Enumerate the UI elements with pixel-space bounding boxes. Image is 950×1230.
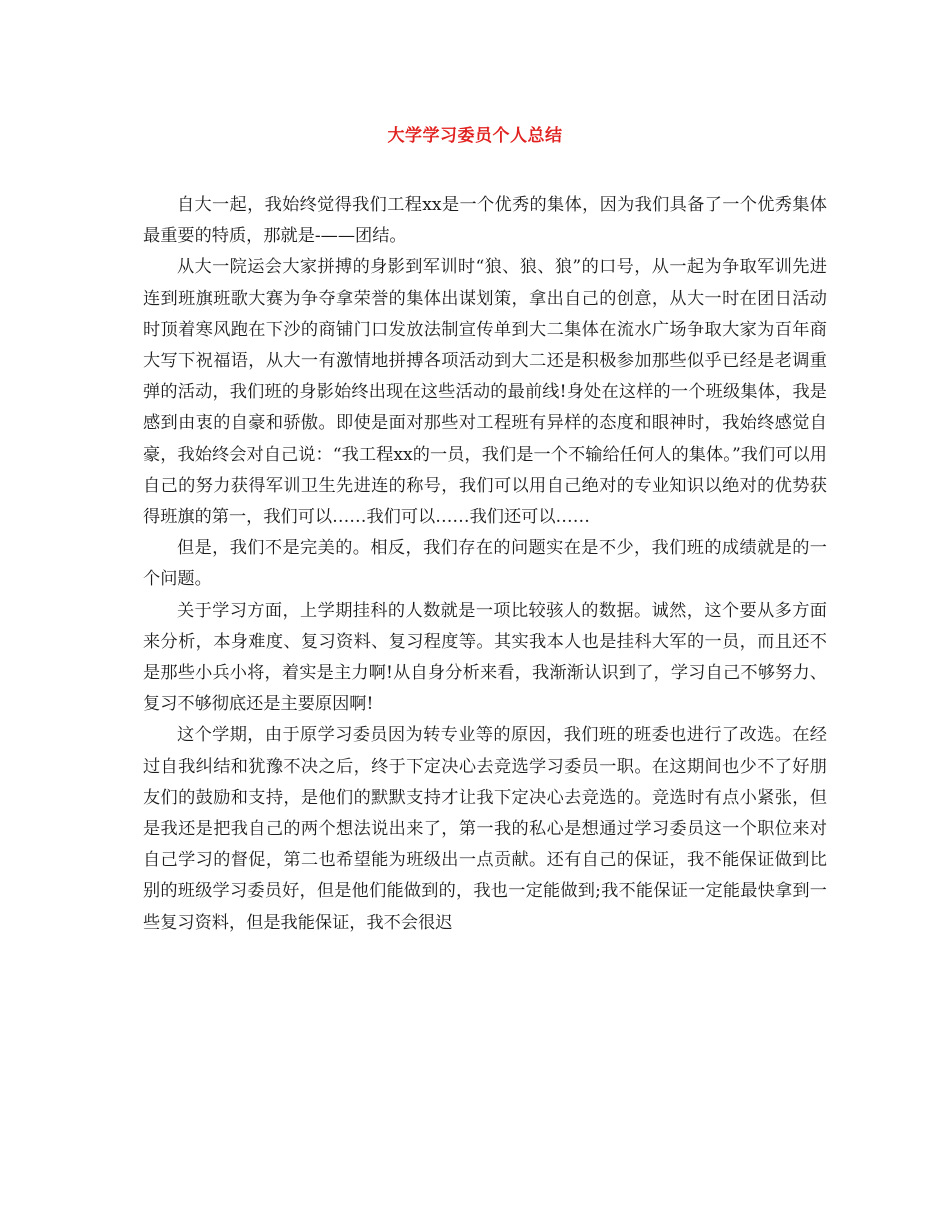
paragraph: 从大一院运会大家拼搏的身影到军训时“狼、狼、狼”的口号，从一起为争取军训先进连到班旗班歌大赛为争夺拿荣誉的集体出谋划策，拿出自己的创意，从大一时在团日活动时顶着寒风跑在下沙的商铺门口发放法制宣传单到大二集体在流水广场争取大家为百年商大写下祝福语，从大一有激情地拼搏各项活动到大二还是积极参加那些似乎已经是老调重弹的活动，我们班的身影始终出现在这些活动的最前线!身处在这样的一个班级集体，我是感到由衷的自豪和骄傲。即使是面对那些对工程班有异样的态度和眼神时，我始终感觉自豪，我始终会对自己说：“我工程xx的一员，我们是一个不输给任何人的集体。”我们可以用自己的努力获得军训卫生先进连的称号，我们可以用自己绝对的专业知识以绝对的优势获得班旗的第一，我们可以……我们可以……我们还可以…… [143,257,827,528]
paragraph: 但是，我们不是完美的。相反，我们存在的问题实在是不少，我们班的成绩就是的一个问题。 [143,538,827,590]
document-body [143,190,827,939]
paragraph: 自大一起，我始终觉得我们工程xx是一个优秀的集体，因为我们具备了一个优秀集体最重要的特质，那就是-——团结。 [143,195,827,247]
document-title: 大学学习委员个人总结 [387,126,563,146]
paragraph: 这个学期，由于原学习委员因为转专业等的原因，我们班的班委也进行了改选。在经过自我纠结和犹豫不决之后，终于下定决心去竞选学习委员一职。在这期间也少不了好朋友们的鼓励和支持，是他们的默默支持才让我下定决心去竞选的。竞选时有点小紧张，但是我还是把我自己的两个想法说出来了，第一我的私心是想通过学习委员这一个职位来对自己学习的督促，第二也希望能为班级出一点贡献。还有自己的保证，我不能保证做到比别的班级学习委员好，但是他们能做到的，我也一定能做到;我不能保证一定能最快拿到一些复习资料，但是我能保证，我不会很迟 [143,725,827,933]
paragraph: 关于学习方面，上学期挂科的人数就是一项比较骇人的数据。诚然，这个要从多方面来分析，本身难度、复习资料、复习程度等。其实我本人也是挂科大军的一员，而且还不是那些小兵小将，着实是主力啊!从自身分析来看，我渐渐认识到了，学习自己不够努力、复习不够彻底还是主要原因啊! [143,600,827,715]
